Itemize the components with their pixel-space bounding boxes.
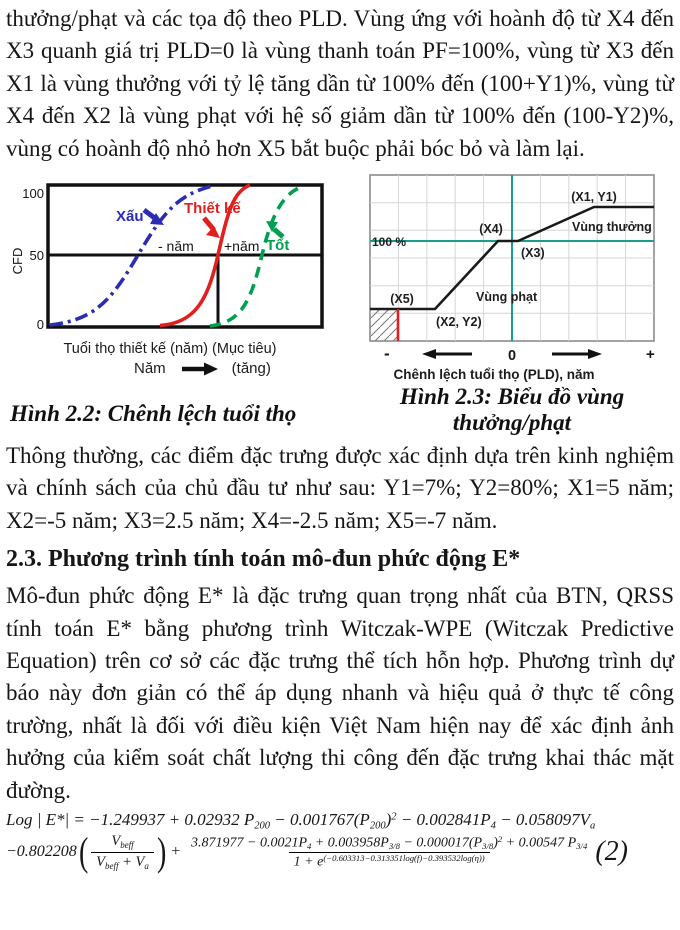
equation-line2: −0.802208 ( $\frac{V_{beff}}{V_{beff} + V_a}$ ) + $3.871977 - 0.0021P_4 + 0.003958P_{3/8} - 0.000017(P_{3/8})^2 + 0.00547$ $P_{3/4}$ $1 + e^{(-0.603313-0.313351log(f)-0.393532log(\eta))}$ (2) [6,829,628,875]
equation-2 [0,807,680,875]
fig23-label-penalty-zone: Vùng phạt [476,290,538,305]
fig23-label-x2y2: (X2, Y2) [436,315,482,330]
fig23-caption-line2: thưởng/phạt [452,409,572,435]
fig22-tick-100: 100 [22,186,44,202]
volumetric-fraction [91,832,154,871]
fig22-label-bad: Xấu [116,208,144,226]
figure-2-2-chart [0,177,340,333]
right-arrow-icon [180,361,218,377]
frac2-numerator: $3.871977 - 0.0021P_4 + 0.003958P_{3/8} - 0.000017(P_{3/8})^2 + 0.00547$ $P_{3/4}$ [191,833,588,851]
equation-coefficient: −0.802208 [6,843,77,861]
fig23-label-x3: (X3) [521,246,545,261]
left-arrowhead-icon [422,349,436,359]
section-heading-2-3: 2.3. Phương trình tính toán mô-đun phức động E* [6,546,521,573]
main-fraction [186,834,592,871]
fig23-label-x1y1: (X1, Y1) [571,190,617,205]
paragraph-mid: Thông thường, các điểm đặc trưng được xác định dựa trên kinh nghiệm và chính sách của chủ đầu tư như sau: Y1=7%; Y2=80%; X1=5 năm; X2=-5 năm; X3=2.5 năm; X4=-2.5 năm; X5=-7 năm. [6,443,674,533]
fig23-caption-line1: Hình 2.3: Biểu đồ vùng [399,384,625,410]
fig22-label-good: Tốt [266,237,290,255]
figure-2-2 [0,177,340,427]
fig22-arrowhead-design-icon [206,226,220,238]
fig23-axis-plus: + [646,346,655,364]
fig22-plus-year-label: +năm [224,238,260,255]
fig23-axis-minus: - [384,344,390,364]
fig23-x-axis-label: Chênh lệch tuổi thọ (PLD), năm [393,367,595,383]
fig22-x-axis-label: Tuổi thọ thiết kế (năm) (Mục tiêu) [63,341,277,358]
fig23-reject-hatch-area [371,309,398,341]
fig22-caption: Hình 2.2: Chênh lệch tuổi thọ [10,401,297,427]
fig23-label-reward-zone: Vùng thưởng [572,220,652,235]
fig22-nam-label: Năm [134,360,166,378]
fig22-label-design: Thiết kế [184,200,241,218]
frac2-denominator: $1 + e^{(-0.603313-0.313351log(f)-0.393532log(\eta))}$ [289,852,490,871]
fig22-x-direction-note [134,360,340,377]
fig23-axis-zero: 0 [507,348,517,365]
figure-2-3-chart [344,165,680,365]
equation-number: (2) [595,836,628,868]
fig22-arrow-good [274,229,283,237]
right-arrowhead-icon [588,349,602,359]
fig22-tick-0: 0 [36,317,44,333]
figure-2-3 [344,165,680,435]
fig23-label-x4: (X4) [479,222,503,237]
frac1-denominator: $V_{beff} + V_a$ [91,852,154,872]
fig22-tick-50: 50 [29,248,44,264]
plus-sign: + [170,843,181,861]
paragraph-low: Mô-đun phức động E* là đặc trưng quan trọng nhất của BTN, QRSS tính toán E* bằng phương trình Witczak-WPE (Witczak Predictive Equation) trên cơ sở các đặc trưng thể tích hỗn hợp. Phương trình dự báo này đơn giản có thể áp dụng nhanh và hiệu quả ở thực tế công trường, nhất là đối với điều kiện Việt Nam hiện nay để xác định ảnh hưởng của kiểm soát chất lượng thi công đến đặc trưng khai thác mặt đường. [6,583,674,803]
fig22-minus-year-label: - năm [158,238,194,255]
fig23-caption [344,384,680,435]
paragraph-top: thưởng/phạt và các tọa độ theo PLD. Vùng ứng với hoành độ từ X4 đến X3 quanh giá trị PLD=0 là vùng thanh toán PF=100%, vùng từ X3 đến X1 là vùng thưởng với tỷ lệ tăng dần từ 100% đến (100+Y1)%, vùng từ X4 đến X2 là vùng phạt với hệ số giảm dần từ 100% đến (100-Y2)%, vùng có hoành độ nhỏ hơn X5 bắt buộc phải bóc bỏ và làm lại. [6,6,674,161]
fig23-label-100-percent: 100 % [372,235,407,250]
fig23-label-x5: (X5) [390,292,414,307]
figures-row [0,165,680,440]
fig22-y-axis-title: CFD [10,247,25,275]
equation-line1: Log | E*| = −1.249937 + 0.02932 $P_{200} - 0.001767(P_{200})^2 - 0.002841P_4 - 0.058097V_a$ [6,810,596,832]
frac1-numerator: $V_{beff}$ [111,833,134,851]
fig22-tang-label: (tăng) [231,360,271,378]
